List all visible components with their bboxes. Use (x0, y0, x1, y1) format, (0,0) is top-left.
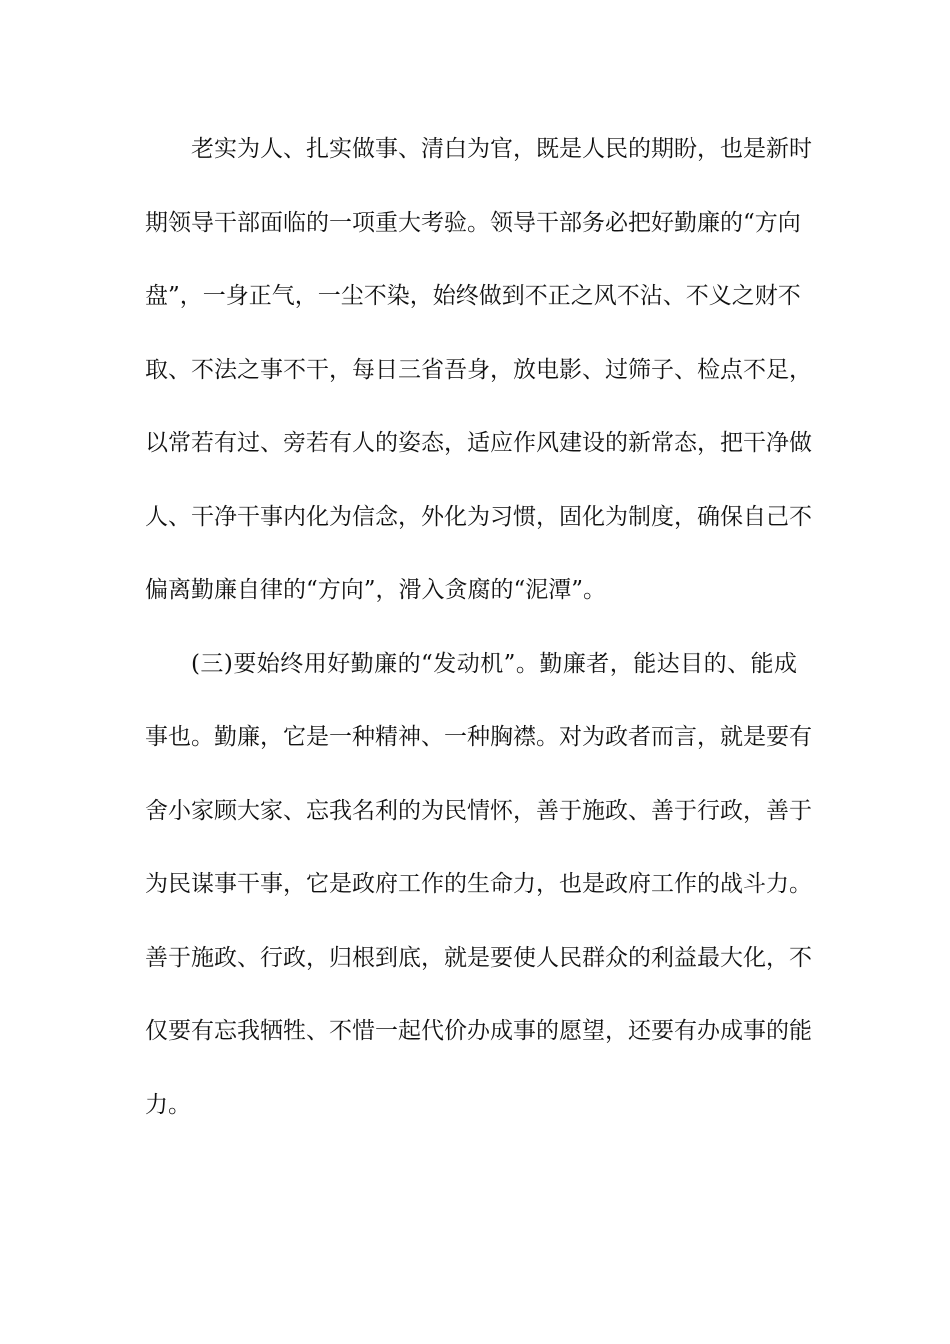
paragraph-line: 取、不法之事不干，每日三省吾身，放电影、过筛子、检点不足， (145, 356, 812, 383)
paragraph-line: 为民谋事干事，它是政府工作的生命力，也是政府工作的战斗力。 (145, 871, 812, 897)
paragraph-line: 善于施政、行政，归根到底，就是要使人民群众的利益最大化，不 (145, 944, 812, 971)
paragraph-line: 盘”，一身正气，一尘不染，始终做到不正之风不沾、不义之财不 (145, 283, 801, 309)
paragraph-line: 力。 (145, 1091, 191, 1118)
body-text (145, 121, 812, 1150)
paragraph-line: 期领导干部面临的一项重大考验。领导干部务必把好勤廉的“方向 (145, 209, 801, 236)
paragraph-line: 以常若有过、旁若有人的姿态，适应作风建设的新常态，把干净做 (145, 430, 812, 456)
paragraph-line: (三)要始终用好勤廉的“发动机”。勤廉者，能达目的、能成 (191, 650, 797, 677)
paragraph-line: 舍小家顾大家、忘我名利的为民情怀，善于施政、善于行政，善于 (145, 797, 812, 824)
paragraph-line: 事也。勤廉，它是一种精神、一种胸襟。对为政者而言，就是要有 (145, 724, 812, 750)
paragraph-line: 偏离勤廉自律的“方向”，滑入贪腐的“泥潭”。 (145, 577, 607, 603)
paragraph-line: 老实为人、扎实做事、清白为官，既是人民的期盼，也是新时 (191, 136, 812, 162)
paragraph-line: 人、干净干事内化为信念，外化为习惯，固化为制度，确保自己不 (145, 503, 812, 530)
paragraph-line: 仅要有忘我牺牲、不惜一起代价办成事的愿望，还要有办成事的能 (145, 1018, 812, 1044)
